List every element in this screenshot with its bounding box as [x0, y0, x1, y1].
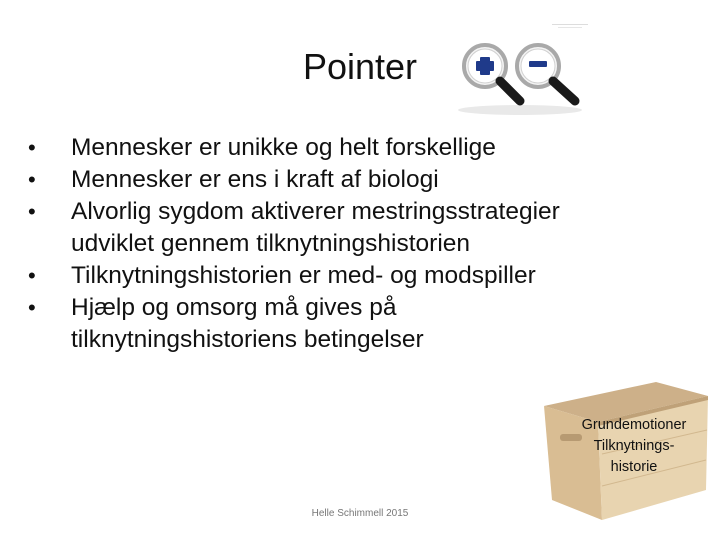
- slide-title: Pointer: [302, 46, 418, 87]
- bullet-item: [28, 292, 688, 356]
- zoom-magnifiers-icon: [450, 38, 590, 118]
- bullet-item: [28, 164, 688, 196]
- box-label-line: Tilknytnings-: [593, 438, 675, 454]
- footer-author: Helle Schimmell 2015: [311, 508, 409, 519]
- zoom-in-magnifier-icon: [464, 45, 520, 101]
- box-label-line: historie: [610, 459, 658, 475]
- bullet-text: Hjælp og omsorg må gives på tilknytningshistoriens betingelser: [71, 294, 424, 353]
- bullet-dot: •: [28, 263, 36, 288]
- bullet-dot: •: [28, 135, 36, 160]
- zoom-out-magnifier-icon: [517, 45, 575, 101]
- bullet-dot: •: [28, 167, 36, 192]
- bullet-dot: •: [28, 295, 36, 320]
- bullet-text: Alvorlig sygdom aktiverer mestringsstrategier udviklet gennem tilknytningshistorien: [71, 198, 560, 257]
- bullet-dot: •: [28, 199, 36, 224]
- bullet-text: Mennesker er ens i kraft af biologi: [71, 166, 439, 193]
- bullet-item: [28, 196, 688, 260]
- bullet-text: Tilknytningshistorien er med- og modspiller: [71, 262, 536, 289]
- bullet-item: [28, 260, 688, 292]
- bullet-list: [28, 132, 688, 356]
- box-label: [564, 415, 704, 478]
- small-logo-icon: [552, 22, 588, 30]
- box-label-line: Grundemotioner: [581, 417, 687, 433]
- bullet-item: [28, 132, 688, 164]
- bullet-text: Mennesker er unikke og helt forskellige: [71, 134, 496, 161]
